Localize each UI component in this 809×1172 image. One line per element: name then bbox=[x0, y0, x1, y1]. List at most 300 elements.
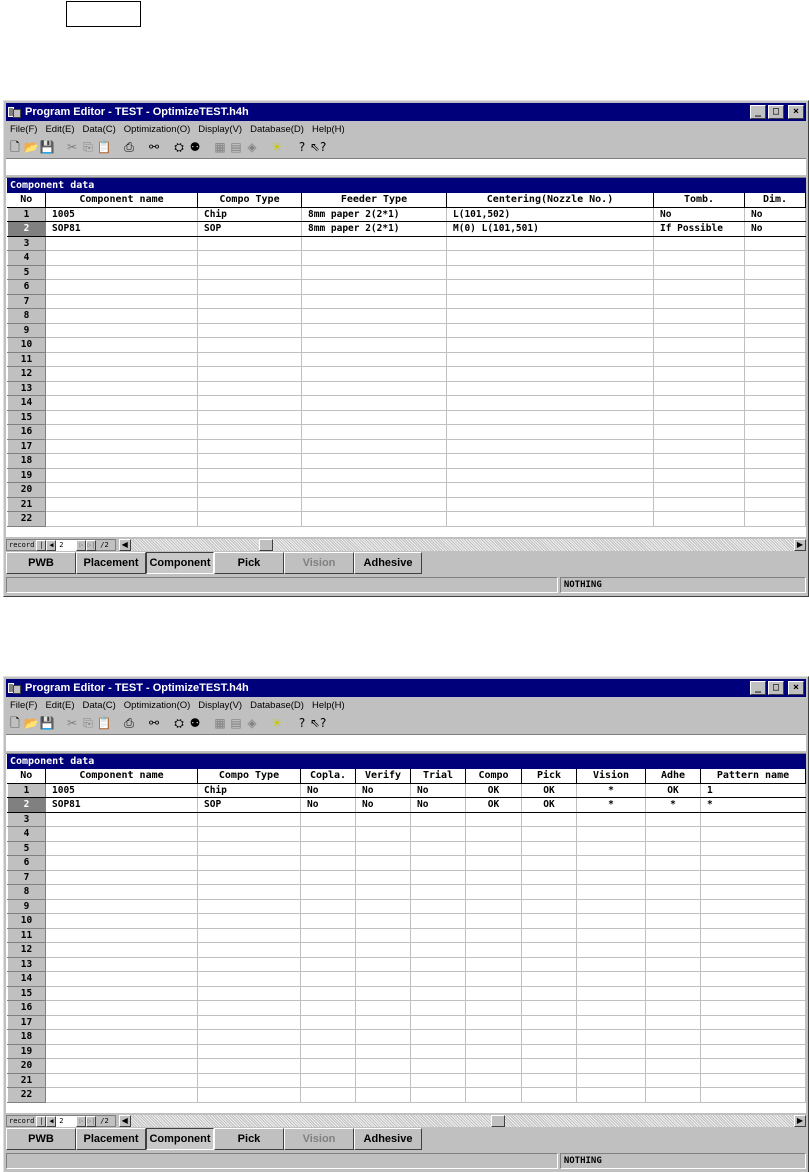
table-cell[interactable] bbox=[745, 396, 806, 411]
table-cell[interactable] bbox=[654, 265, 745, 280]
table-cell[interactable] bbox=[577, 870, 646, 885]
table-cell[interactable] bbox=[198, 1059, 301, 1074]
table-cell[interactable] bbox=[302, 265, 447, 280]
table-cell[interactable] bbox=[447, 236, 654, 251]
table-cell[interactable] bbox=[466, 986, 522, 1001]
table-cell[interactable] bbox=[646, 957, 701, 972]
table-cell[interactable] bbox=[447, 352, 654, 367]
table-cell[interactable] bbox=[447, 294, 654, 309]
row-number[interactable]: 3 bbox=[8, 812, 46, 827]
table-cell[interactable] bbox=[466, 914, 522, 929]
table-cell[interactable] bbox=[654, 410, 745, 425]
table-cell[interactable] bbox=[46, 280, 198, 295]
table-cell[interactable]: OK bbox=[466, 798, 522, 813]
table-cell[interactable] bbox=[654, 468, 745, 483]
scroll-thumb[interactable] bbox=[259, 539, 273, 551]
table-cell[interactable] bbox=[466, 885, 522, 900]
table-cell[interactable] bbox=[46, 338, 198, 353]
menu-item-database[interactable]: Database(D) bbox=[250, 124, 304, 135]
table-cell[interactable]: * bbox=[577, 783, 646, 798]
table-cell[interactable] bbox=[745, 265, 806, 280]
table-cell[interactable] bbox=[46, 265, 198, 280]
table-cell[interactable] bbox=[577, 957, 646, 972]
table-cell[interactable] bbox=[301, 1073, 356, 1088]
table-cell[interactable] bbox=[301, 870, 356, 885]
table-cell[interactable] bbox=[447, 280, 654, 295]
save-icon[interactable]: 💾 bbox=[39, 716, 55, 730]
menu-item-data[interactable]: Data(C) bbox=[82, 700, 116, 711]
table-cell[interactable] bbox=[522, 841, 577, 856]
row-number[interactable]: 8 bbox=[8, 309, 46, 324]
table-cell[interactable] bbox=[302, 512, 447, 527]
table-cell[interactable] bbox=[466, 1088, 522, 1103]
table-cell[interactable] bbox=[411, 914, 466, 929]
column-header[interactable]: Tomb. bbox=[654, 193, 745, 207]
row-number[interactable]: 1 bbox=[8, 207, 46, 222]
table-cell[interactable] bbox=[745, 497, 806, 512]
table-cell[interactable] bbox=[356, 943, 411, 958]
table-cell[interactable] bbox=[577, 827, 646, 842]
table-cell[interactable] bbox=[46, 943, 198, 958]
table-cell[interactable] bbox=[701, 972, 806, 987]
horizontal-scrollbar[interactable] bbox=[119, 1115, 806, 1127]
table-cell[interactable] bbox=[356, 856, 411, 871]
table-cell[interactable] bbox=[46, 972, 198, 987]
table-cell[interactable] bbox=[466, 943, 522, 958]
table-cell[interactable] bbox=[46, 957, 198, 972]
scroll-right-icon[interactable]: ▶ bbox=[794, 1115, 806, 1127]
table-cell[interactable]: 8mm paper 2(2*1) bbox=[302, 222, 447, 237]
table-cell[interactable]: * bbox=[701, 798, 806, 813]
print-icon[interactable]: ⎙ bbox=[124, 716, 134, 730]
table-cell[interactable] bbox=[654, 497, 745, 512]
table-cell[interactable] bbox=[302, 425, 447, 440]
table-cell[interactable] bbox=[411, 827, 466, 842]
table-cell[interactable] bbox=[198, 483, 302, 498]
row-number[interactable]: 19 bbox=[8, 1044, 46, 1059]
row-number[interactable]: 17 bbox=[8, 439, 46, 454]
table-cell[interactable] bbox=[198, 396, 302, 411]
table-cell[interactable] bbox=[654, 323, 745, 338]
tab-placement[interactable]: Placement bbox=[76, 1128, 146, 1150]
paste-icon[interactable]: 📋 bbox=[96, 716, 112, 730]
table-cell[interactable] bbox=[198, 827, 301, 842]
table-cell[interactable] bbox=[745, 352, 806, 367]
column-header[interactable]: No bbox=[8, 193, 46, 207]
table-cell[interactable] bbox=[522, 899, 577, 914]
table-cell[interactable] bbox=[46, 899, 198, 914]
row-number[interactable]: 18 bbox=[8, 1030, 46, 1045]
table-cell[interactable] bbox=[466, 1044, 522, 1059]
table-cell[interactable] bbox=[701, 856, 806, 871]
table-cell[interactable] bbox=[466, 812, 522, 827]
maximize-icon[interactable]: □ bbox=[768, 105, 784, 119]
table-cell[interactable]: 1005 bbox=[46, 207, 198, 222]
column-header[interactable]: Component name bbox=[46, 193, 198, 207]
table-cell[interactable] bbox=[302, 236, 447, 251]
table-cell[interactable] bbox=[302, 381, 447, 396]
table-cell[interactable] bbox=[522, 957, 577, 972]
table-cell[interactable] bbox=[701, 986, 806, 1001]
table-cell[interactable] bbox=[745, 512, 806, 527]
table-cell[interactable] bbox=[356, 885, 411, 900]
table-cell[interactable]: No bbox=[411, 798, 466, 813]
table-cell[interactable] bbox=[302, 483, 447, 498]
row-number[interactable]: 12 bbox=[8, 367, 46, 382]
table-cell[interactable] bbox=[198, 251, 302, 266]
row-number[interactable]: 2 bbox=[8, 798, 46, 813]
tab-vision[interactable]: Vision bbox=[284, 1128, 354, 1150]
table-cell[interactable] bbox=[522, 928, 577, 943]
table-cell[interactable] bbox=[302, 352, 447, 367]
row-number[interactable]: 12 bbox=[8, 943, 46, 958]
table-cell[interactable] bbox=[301, 1001, 356, 1016]
table-cell[interactable] bbox=[701, 1088, 806, 1103]
table-cell[interactable] bbox=[46, 1073, 198, 1088]
table-cell[interactable] bbox=[654, 381, 745, 396]
table-cell[interactable] bbox=[302, 251, 447, 266]
table-cell[interactable] bbox=[701, 1059, 806, 1074]
table-cell[interactable] bbox=[46, 1001, 198, 1016]
table-cell[interactable] bbox=[701, 1001, 806, 1016]
table-cell[interactable] bbox=[302, 454, 447, 469]
table-cell[interactable] bbox=[646, 856, 701, 871]
scroll-right-icon[interactable]: ▶ bbox=[794, 539, 806, 551]
table-cell[interactable] bbox=[646, 1088, 701, 1103]
table-cell[interactable] bbox=[745, 280, 806, 295]
table-cell[interactable]: SOP81 bbox=[46, 222, 198, 237]
row-number[interactable]: 7 bbox=[8, 294, 46, 309]
table-cell[interactable] bbox=[46, 425, 198, 440]
table-cell[interactable] bbox=[46, 497, 198, 512]
find-icon[interactable]: ⚯ bbox=[148, 140, 160, 154]
table-cell[interactable] bbox=[46, 1044, 198, 1059]
table-cell[interactable] bbox=[198, 439, 302, 454]
table-cell[interactable] bbox=[198, 957, 301, 972]
table-cell[interactable]: * bbox=[577, 798, 646, 813]
table-cell[interactable] bbox=[198, 323, 302, 338]
table-cell[interactable] bbox=[198, 928, 301, 943]
table-cell[interactable] bbox=[522, 812, 577, 827]
menu-item-help[interactable]: Help(H) bbox=[311, 124, 345, 135]
table-cell[interactable] bbox=[198, 454, 302, 469]
table-cell[interactable] bbox=[654, 367, 745, 382]
table-cell[interactable] bbox=[745, 425, 806, 440]
table-cell[interactable] bbox=[46, 468, 198, 483]
table-cell[interactable] bbox=[302, 367, 447, 382]
table-cell[interactable] bbox=[198, 1030, 301, 1045]
table-cell[interactable]: * bbox=[646, 798, 701, 813]
row-number[interactable]: 10 bbox=[8, 338, 46, 353]
table-cell[interactable] bbox=[46, 512, 198, 527]
next-record-icon[interactable]: ▷ bbox=[76, 1116, 86, 1127]
tool3-icon[interactable]: ◈ bbox=[247, 140, 257, 154]
table-cell[interactable] bbox=[356, 812, 411, 827]
table-cell[interactable] bbox=[577, 972, 646, 987]
table-cell[interactable]: OK bbox=[466, 783, 522, 798]
row-number[interactable]: 16 bbox=[8, 1001, 46, 1016]
column-header[interactable]: No bbox=[8, 769, 46, 783]
table-cell[interactable] bbox=[646, 1073, 701, 1088]
table-cell[interactable] bbox=[522, 1073, 577, 1088]
table-cell[interactable] bbox=[447, 265, 654, 280]
table-cell[interactable] bbox=[701, 870, 806, 885]
row-number[interactable]: 19 bbox=[8, 468, 46, 483]
table-cell[interactable] bbox=[198, 338, 302, 353]
table-cell[interactable] bbox=[198, 1073, 301, 1088]
table-cell[interactable] bbox=[198, 856, 301, 871]
table-cell[interactable] bbox=[447, 512, 654, 527]
tab-component[interactable]: Component bbox=[146, 552, 214, 574]
table-cell[interactable] bbox=[302, 323, 447, 338]
table-cell[interactable] bbox=[701, 841, 806, 856]
table-cell[interactable] bbox=[411, 856, 466, 871]
table-cell[interactable] bbox=[301, 1030, 356, 1045]
table-cell[interactable] bbox=[301, 841, 356, 856]
table-cell[interactable] bbox=[522, 885, 577, 900]
table-cell[interactable] bbox=[46, 928, 198, 943]
table-cell[interactable]: 1 bbox=[701, 783, 806, 798]
table-cell[interactable] bbox=[411, 899, 466, 914]
row-number[interactable]: 21 bbox=[8, 1073, 46, 1088]
menu-item-optimization[interactable]: Optimization(O) bbox=[123, 700, 191, 711]
table-cell[interactable] bbox=[577, 856, 646, 871]
column-header[interactable]: Copla. bbox=[301, 769, 356, 783]
optimize-icon[interactable]: ⛭ bbox=[174, 716, 184, 730]
help-icon[interactable]: ? bbox=[298, 140, 306, 154]
tab-vision[interactable]: Vision bbox=[284, 552, 354, 574]
table-cell[interactable] bbox=[522, 870, 577, 885]
table-cell[interactable] bbox=[301, 1044, 356, 1059]
table-cell[interactable] bbox=[447, 410, 654, 425]
menu-item-help[interactable]: Help(H) bbox=[311, 700, 345, 711]
table-cell[interactable] bbox=[46, 914, 198, 929]
table-cell[interactable] bbox=[646, 812, 701, 827]
table-cell[interactable] bbox=[577, 885, 646, 900]
row-number[interactable]: 4 bbox=[8, 251, 46, 266]
row-number[interactable]: 9 bbox=[8, 899, 46, 914]
table-cell[interactable] bbox=[522, 1001, 577, 1016]
table-cell[interactable] bbox=[522, 986, 577, 1001]
table-cell[interactable] bbox=[646, 841, 701, 856]
table-cell[interactable] bbox=[745, 410, 806, 425]
table-cell[interactable] bbox=[745, 338, 806, 353]
table-cell[interactable] bbox=[466, 972, 522, 987]
table-cell[interactable] bbox=[577, 943, 646, 958]
close-icon[interactable]: × bbox=[788, 105, 804, 119]
table-cell[interactable] bbox=[302, 468, 447, 483]
table-cell[interactable] bbox=[522, 827, 577, 842]
menu-item-database[interactable]: Database(D) bbox=[250, 700, 304, 711]
table-cell[interactable] bbox=[46, 870, 198, 885]
table-cell[interactable] bbox=[198, 236, 302, 251]
table-cell[interactable] bbox=[745, 381, 806, 396]
table-cell[interactable] bbox=[654, 483, 745, 498]
menu-item-edit[interactable]: Edit(E) bbox=[45, 700, 75, 711]
table-cell[interactable] bbox=[301, 1088, 356, 1103]
table-cell[interactable]: No bbox=[356, 798, 411, 813]
row-number[interactable]: 13 bbox=[8, 957, 46, 972]
tab-pick[interactable]: Pick bbox=[214, 1128, 284, 1150]
table-cell[interactable] bbox=[701, 943, 806, 958]
row-number[interactable]: 8 bbox=[8, 885, 46, 900]
table-cell[interactable] bbox=[301, 986, 356, 1001]
table-cell[interactable] bbox=[654, 280, 745, 295]
table-cell[interactable] bbox=[522, 1044, 577, 1059]
table-cell[interactable] bbox=[356, 1015, 411, 1030]
table-cell[interactable] bbox=[198, 870, 301, 885]
table-cell[interactable] bbox=[447, 251, 654, 266]
cut-icon[interactable]: ✂ bbox=[66, 716, 78, 730]
table-cell[interactable] bbox=[522, 1015, 577, 1030]
table-cell[interactable] bbox=[646, 827, 701, 842]
prev-record-icon[interactable]: ◀ bbox=[46, 540, 56, 551]
table-cell[interactable] bbox=[745, 483, 806, 498]
table-cell[interactable] bbox=[447, 454, 654, 469]
column-header[interactable]: Feeder Type bbox=[302, 193, 447, 207]
table-cell[interactable] bbox=[411, 870, 466, 885]
column-header[interactable]: Pattern name bbox=[701, 769, 806, 783]
column-header[interactable]: Dim. bbox=[745, 193, 806, 207]
table-cell[interactable] bbox=[654, 352, 745, 367]
next-record-icon[interactable]: ▷ bbox=[76, 540, 86, 551]
row-number[interactable]: 15 bbox=[8, 986, 46, 1001]
table-cell[interactable] bbox=[46, 454, 198, 469]
scroll-thumb[interactable] bbox=[491, 1115, 505, 1127]
table-cell[interactable] bbox=[411, 1059, 466, 1074]
table-cell[interactable] bbox=[198, 410, 302, 425]
table-cell[interactable] bbox=[356, 870, 411, 885]
table-cell[interactable] bbox=[198, 1001, 301, 1016]
new-icon[interactable]: 🗋 bbox=[10, 716, 20, 730]
table-cell[interactable] bbox=[411, 1044, 466, 1059]
table-cell[interactable] bbox=[356, 1044, 411, 1059]
table-cell[interactable] bbox=[301, 812, 356, 827]
table-cell[interactable] bbox=[745, 323, 806, 338]
table-cell[interactable] bbox=[411, 841, 466, 856]
table-cell[interactable] bbox=[447, 338, 654, 353]
table-cell[interactable] bbox=[411, 928, 466, 943]
table-cell[interactable]: OK bbox=[522, 783, 577, 798]
table-cell[interactable] bbox=[466, 856, 522, 871]
menu-item-display[interactable]: Display(V) bbox=[198, 700, 243, 711]
row-number[interactable]: 13 bbox=[8, 381, 46, 396]
table-cell[interactable] bbox=[198, 294, 302, 309]
table-cell[interactable] bbox=[466, 1015, 522, 1030]
table-cell[interactable] bbox=[411, 1073, 466, 1088]
table-cell[interactable] bbox=[46, 367, 198, 382]
table-cell[interactable] bbox=[198, 1044, 301, 1059]
table-cell[interactable] bbox=[198, 986, 301, 1001]
tab-pwb[interactable]: PWB bbox=[6, 1128, 76, 1150]
table-cell[interactable] bbox=[522, 856, 577, 871]
table-cell[interactable] bbox=[46, 309, 198, 324]
table-cell[interactable] bbox=[301, 957, 356, 972]
row-number[interactable]: 14 bbox=[8, 396, 46, 411]
row-number[interactable]: 22 bbox=[8, 512, 46, 527]
table-cell[interactable] bbox=[302, 280, 447, 295]
table-cell[interactable] bbox=[646, 870, 701, 885]
table-cell[interactable] bbox=[411, 885, 466, 900]
table-cell[interactable] bbox=[745, 294, 806, 309]
column-header[interactable]: Verify bbox=[356, 769, 411, 783]
tab-pick[interactable]: Pick bbox=[214, 552, 284, 574]
table-cell[interactable] bbox=[577, 1015, 646, 1030]
row-number[interactable]: 17 bbox=[8, 1015, 46, 1030]
table-cell[interactable] bbox=[447, 367, 654, 382]
table-cell[interactable] bbox=[411, 1001, 466, 1016]
table-cell[interactable] bbox=[701, 827, 806, 842]
table-cell[interactable] bbox=[198, 352, 302, 367]
table-cell[interactable] bbox=[356, 928, 411, 943]
table-cell[interactable] bbox=[198, 914, 301, 929]
table-cell[interactable] bbox=[745, 439, 806, 454]
row-number[interactable]: 16 bbox=[8, 425, 46, 440]
table-cell[interactable] bbox=[466, 827, 522, 842]
table-cell[interactable] bbox=[301, 899, 356, 914]
table-cell[interactable] bbox=[411, 943, 466, 958]
table-cell[interactable] bbox=[701, 928, 806, 943]
menu-item-file[interactable]: File(F) bbox=[10, 700, 38, 711]
table-cell[interactable] bbox=[46, 251, 198, 266]
row-number[interactable]: 14 bbox=[8, 972, 46, 987]
table-cell[interactable] bbox=[198, 265, 302, 280]
table-cell[interactable] bbox=[646, 972, 701, 987]
table-cell[interactable] bbox=[654, 425, 745, 440]
first-record-icon[interactable]: | bbox=[36, 540, 46, 551]
table-cell[interactable]: 8mm paper 2(2*1) bbox=[302, 207, 447, 222]
table-cell[interactable] bbox=[701, 1044, 806, 1059]
prev-record-icon[interactable]: ◀ bbox=[46, 1116, 56, 1127]
table-cell[interactable] bbox=[301, 827, 356, 842]
minimize-icon[interactable]: _ bbox=[750, 105, 766, 119]
table-cell[interactable] bbox=[577, 1059, 646, 1074]
column-header[interactable]: Adhe bbox=[646, 769, 701, 783]
table-cell[interactable] bbox=[356, 1088, 411, 1103]
table-cell[interactable] bbox=[654, 396, 745, 411]
table-cell[interactable] bbox=[411, 1015, 466, 1030]
table-cell[interactable] bbox=[646, 1001, 701, 1016]
table-cell[interactable] bbox=[411, 957, 466, 972]
table-cell[interactable] bbox=[745, 454, 806, 469]
table-cell[interactable]: OK bbox=[522, 798, 577, 813]
table-cell[interactable] bbox=[577, 986, 646, 1001]
table-cell[interactable]: If Possible bbox=[654, 222, 745, 237]
row-number[interactable]: 3 bbox=[8, 236, 46, 251]
first-record-icon[interactable]: | bbox=[36, 1116, 46, 1127]
column-header[interactable]: Pick bbox=[522, 769, 577, 783]
table-cell[interactable] bbox=[301, 1059, 356, 1074]
table-cell[interactable]: No bbox=[654, 207, 745, 222]
table-cell[interactable] bbox=[356, 841, 411, 856]
copy-icon[interactable]: ⎘ bbox=[83, 140, 93, 154]
context-help-icon[interactable]: ⇖? bbox=[310, 140, 327, 154]
table-cell[interactable] bbox=[302, 338, 447, 353]
table-cell[interactable] bbox=[411, 986, 466, 1001]
row-number[interactable]: 6 bbox=[8, 856, 46, 871]
table-cell[interactable] bbox=[356, 1030, 411, 1045]
row-number[interactable]: 5 bbox=[8, 265, 46, 280]
table-cell[interactable] bbox=[301, 943, 356, 958]
table-cell[interactable] bbox=[701, 885, 806, 900]
table-cell[interactable] bbox=[654, 294, 745, 309]
table-cell[interactable] bbox=[46, 812, 198, 827]
table-cell[interactable] bbox=[577, 1030, 646, 1045]
table-cell[interactable] bbox=[466, 899, 522, 914]
table-cell[interactable] bbox=[522, 1030, 577, 1045]
column-header[interactable]: Trial bbox=[411, 769, 466, 783]
table-cell[interactable] bbox=[654, 309, 745, 324]
